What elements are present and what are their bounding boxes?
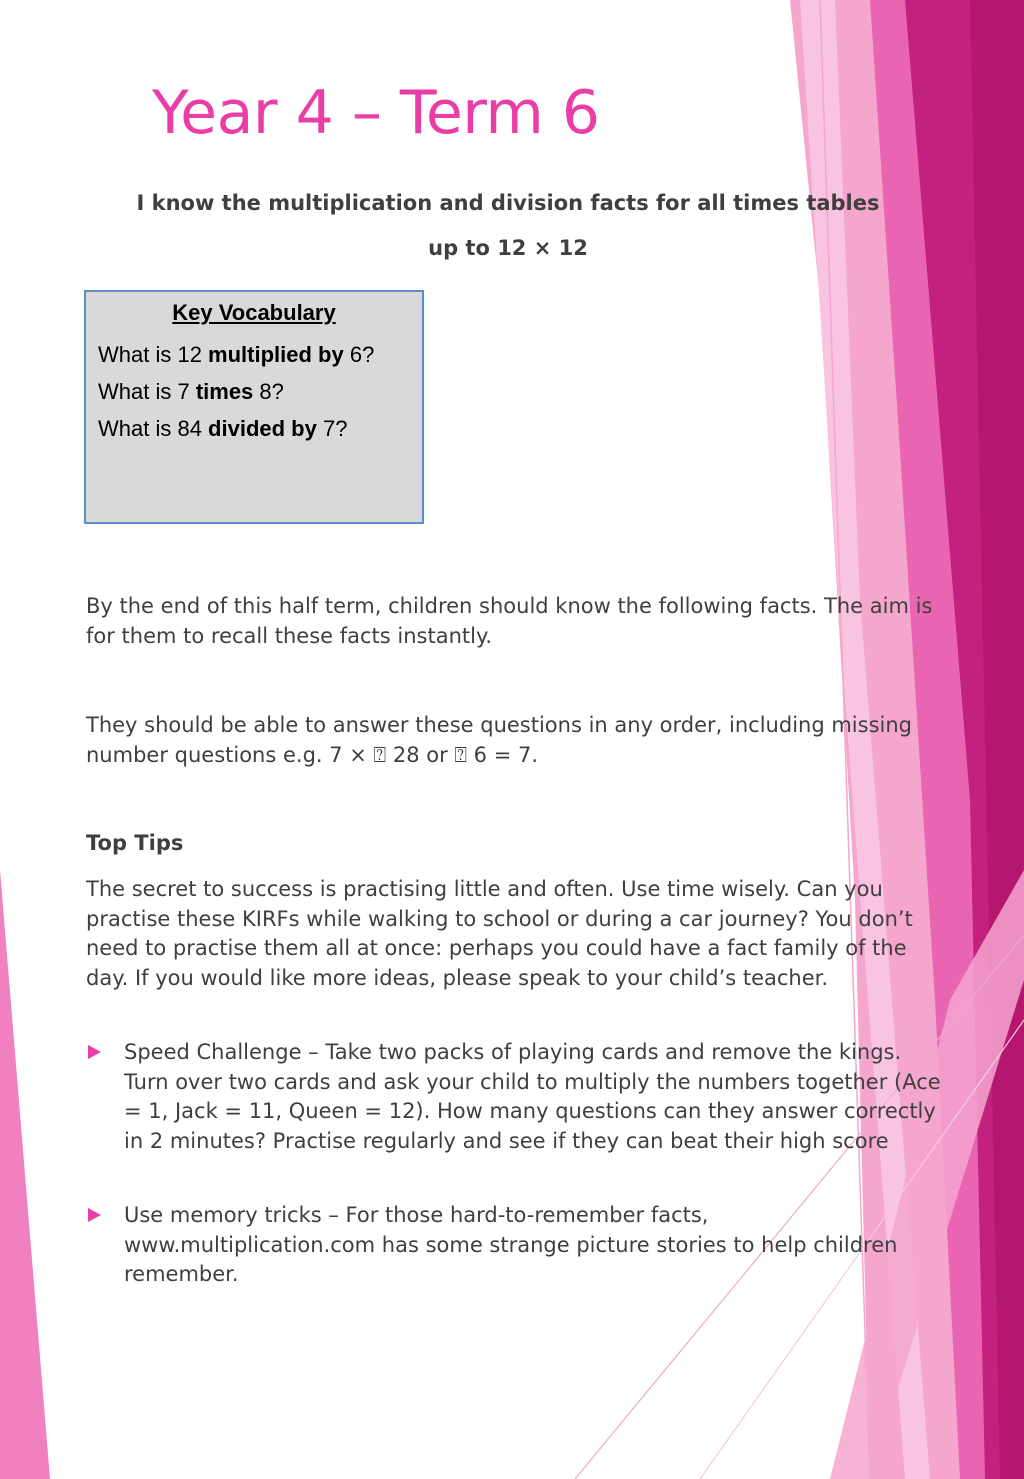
triangle-bullet-icon (88, 1208, 101, 1222)
intro-paragraph: By the end of this half term, children should know the following facts. The aim is for them to recall these facts instantly. (86, 594, 933, 648)
vocab-keyword: times (195, 379, 254, 404)
subtitle-line-2: up to 12 × 12 (428, 236, 588, 260)
triangle-bullet-icon (88, 1045, 101, 1059)
page-title: Year 4 – Term 6 (152, 78, 600, 148)
key-vocabulary-heading: Key Vocabulary (172, 300, 336, 325)
vocabulary-question-2 (98, 379, 284, 405)
bullet-speed-challenge (86, 1038, 946, 1156)
bullet-text: Use memory tricks – For those hard-to-remember facts, www.multiplication.com has some strange picture stories to help children remember. (124, 1203, 898, 1287)
bullet-text: Speed Challenge – Take two packs of playing cards and remove the kings. Turn over two cards and ask your child to multiply the numbers together (Ace = 1, Jack = 11, Queen = 12). How many questions can they answer correctly in 2 minutes? Practise regularly and see if they can beat their high score (124, 1040, 941, 1153)
vocab-keyword: multiplied by (208, 342, 344, 367)
order-paragraph: They should be able to answer these questions in any order, including missing number questions e.g. 7 × ⍰ 28 or ⍰ 6 = 7. (86, 713, 912, 767)
top-tips-heading: Top Tips (86, 831, 184, 855)
subtitle-line-1: I know the multiplication and division facts for all times tables (136, 191, 880, 215)
top-tips-paragraph: The secret to success is practising little and often. Use time wisely. Can you practise these KIRFs while walking to school or during a car journey? You don’t need to practise them all at once: perhaps you could have a fact family of the day. If you would like more ideas, please speak to your child’s teacher. (86, 877, 913, 990)
key-vocabulary-box (84, 290, 424, 524)
vocabulary-question-1 (98, 342, 374, 368)
bullet-memory-tricks (86, 1201, 946, 1290)
vocab-text: What is 7 (98, 379, 196, 404)
vocab-text: What is 84 (98, 416, 209, 441)
vocab-text: 6? (343, 342, 375, 367)
vocab-text: 8? (253, 379, 284, 404)
vocab-text: What is 12 (98, 342, 209, 367)
vocab-keyword: divided by (208, 416, 317, 441)
vocabulary-question-3 (98, 416, 347, 442)
vocab-text: 7? (316, 416, 348, 441)
